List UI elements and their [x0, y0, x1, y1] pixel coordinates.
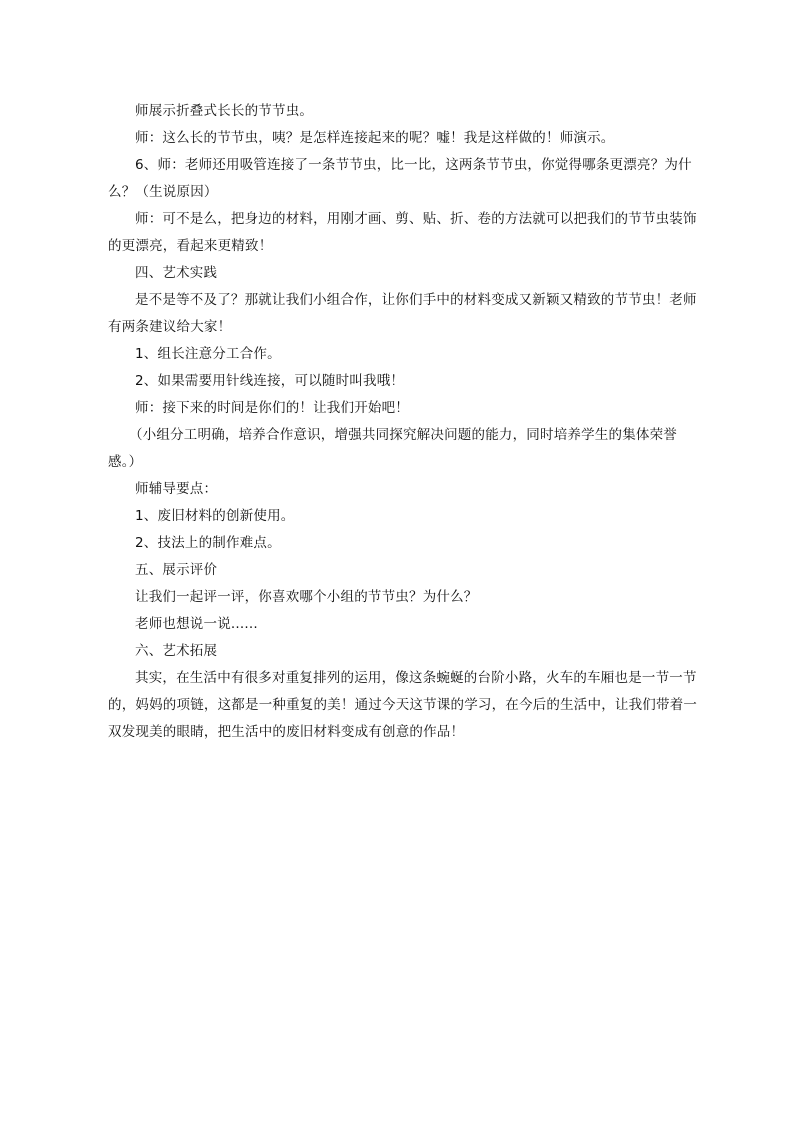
paragraph-group-cooperation: 是不是等不及了？那就让我们小组合作，让你们手中的材料变成又新颖又精致的节节虫！老师有两条建议给大家！: [108, 292, 697, 335]
paragraph-tutoring-point-2: 2、技法上的制作难点。: [135, 535, 281, 551]
paragraph-repetition-in-life: 其实，在生活中有很多对重复排列的运用，像这条蜿蜒的台阶小路，火车的车厢也是一节一节的，妈妈的项链，这都是一种重复的美！通过今天这节课的学习，在今后的生活中，让我们带着一双发现美的眼睛，把生活中的废旧材料变成有创意的作品！: [108, 670, 698, 740]
paragraph-teacher-demonstrates: 师：这么长的节节虫，咦？是怎样连接起来的呢？嘘！我是这样做的！师演示。: [135, 130, 615, 146]
section-heading-art-extension: 六、艺术拓展: [135, 643, 218, 659]
paragraph-start-activity: 师：接下来的时间是你们的！让我们开始吧！: [135, 400, 409, 416]
paragraph-suggestion-1: 1、组长注意分工合作。: [135, 346, 281, 362]
paragraph-evaluate-together: 让我们一起评一评，你喜欢哪个小组的节节虫？为什么？: [135, 589, 478, 605]
document-body: [108, 98, 698, 746]
section-heading-art-practice: 四、艺术实践: [135, 265, 218, 281]
paragraph-tutoring-point-1: 1、废旧材料的创新使用。: [135, 508, 295, 524]
paragraph-tutoring-points: 师辅导要点：: [135, 481, 218, 497]
paragraph-teacher-shows-folded-bug: 师展示折叠式长长的节节虫。: [135, 103, 314, 119]
paragraph-design-intent: （小组分工明确，培养合作意识，增强共同探究解决问题的能力，同时培养学生的集体荣誉感。）: [108, 427, 677, 470]
paragraph-suggestion-2: 2、如果需要用针线连接，可以随时叫我哦！: [135, 373, 405, 389]
paragraph-straw-bug-comparison: 6、师：老师还用吸管连接了一条节节虫，比一比，这两条节节虫，你觉得哪条更漂亮？为什么？（生说原因）: [108, 157, 692, 200]
section-heading-display-evaluation: 五、展示评价: [135, 562, 218, 578]
paragraph-decorate-with-materials: 师：可不是么，把身边的材料，用刚才画、剪、贴、折、卷的方法就可以把我们的节节虫装饰的更漂亮，看起来更精致！: [108, 211, 697, 254]
paragraph-teacher-comment: 老师也想说一说......: [135, 616, 258, 632]
